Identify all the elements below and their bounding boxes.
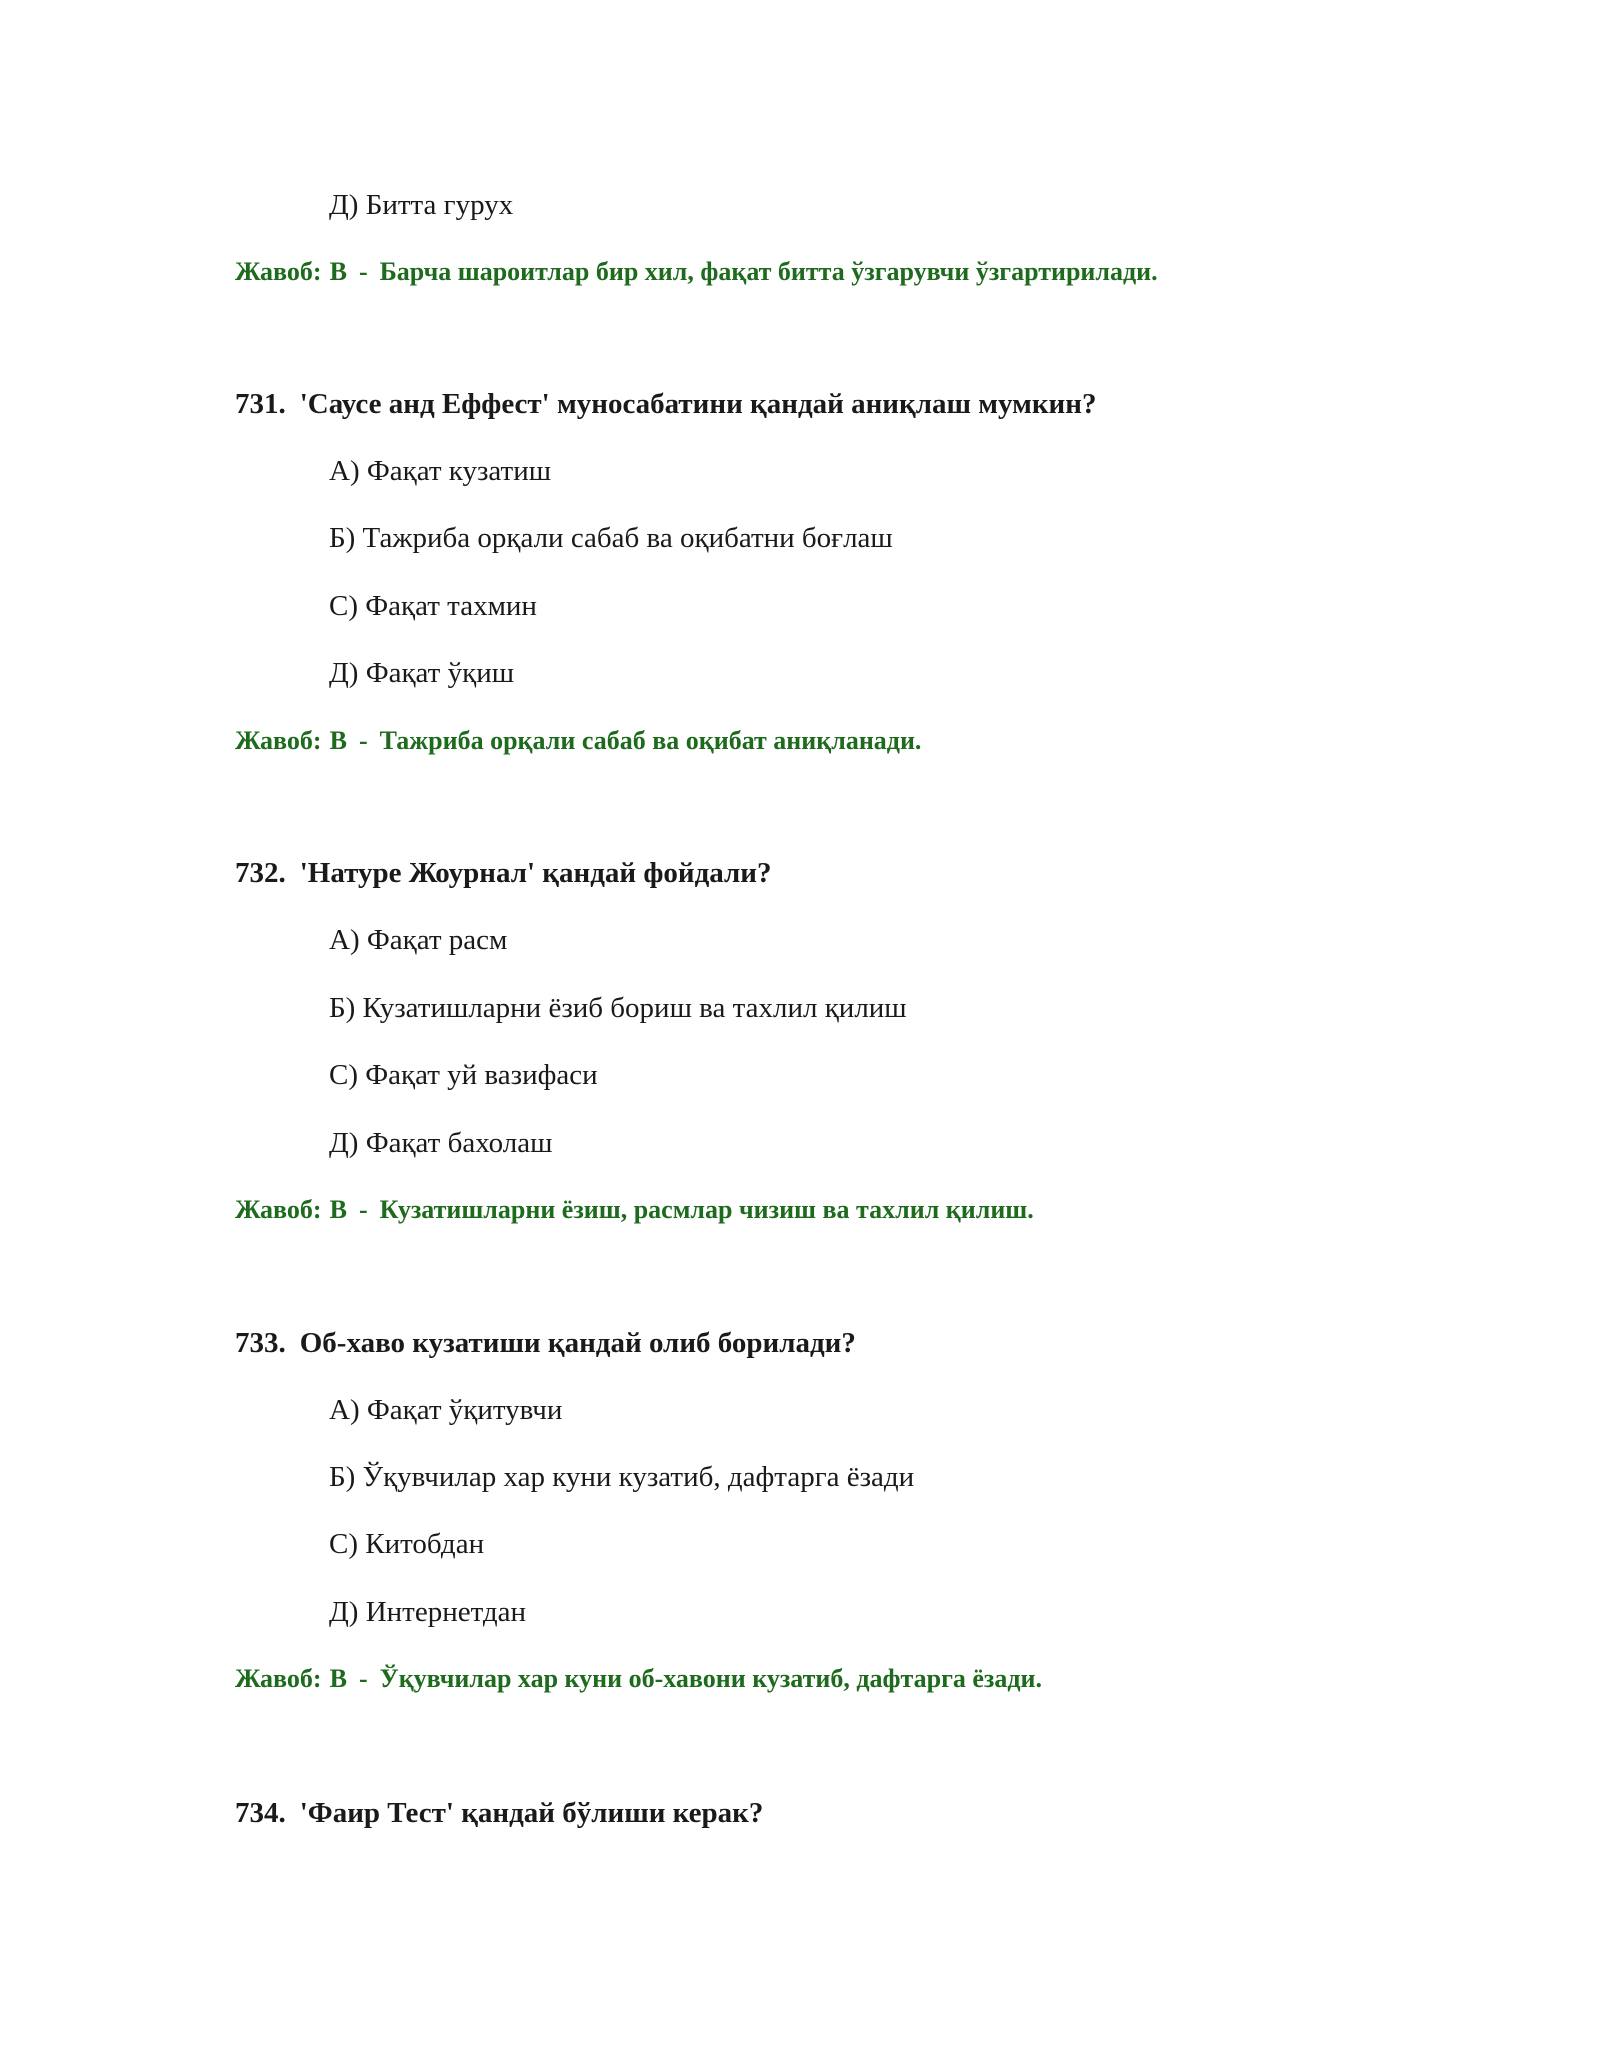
option-a: А) Фақат расм	[329, 924, 508, 956]
question-number: 732.	[235, 857, 286, 889]
answer-label: Жавоб:	[235, 1664, 322, 1693]
option-c: С) Фақат тахмин	[329, 590, 537, 622]
option-d: Д) Фақат бахолаш	[329, 1127, 553, 1159]
option-a: А) Фақат ўқитувчи	[329, 1394, 563, 1426]
answer-dash: -	[358, 257, 368, 286]
answer-line	[235, 1193, 1034, 1227]
answer-dash: -	[358, 1195, 368, 1224]
answer-letter: В	[329, 726, 347, 755]
option-c: С) Китобдан	[329, 1528, 485, 1560]
answer-label: Жавоб:	[235, 726, 322, 755]
question-number: 733.	[235, 1327, 286, 1359]
question-number: 734.	[235, 1797, 286, 1829]
answer-text: Тажриба орқали сабаб ва оқибат аниқланади.	[379, 726, 922, 755]
option-d: Д) Фақат ўқиш	[329, 657, 515, 689]
answer-label: Жавоб:	[235, 1195, 322, 1224]
option-b: Б) Тажриба орқали сабаб ва оқибатни боғлаш	[329, 522, 893, 554]
answer-label: Жавоб:	[235, 257, 322, 286]
answer-line	[235, 255, 1158, 289]
question-text: 'Фаир Тест' қандай бўлиши керак?	[299, 1797, 764, 1829]
answer-text: Ўқувчилар хар куни об-хавони кузатиб, дафтарга ёзади.	[379, 1664, 1042, 1693]
answer-dash: -	[358, 1664, 368, 1693]
answer-dash: -	[358, 726, 368, 755]
question-734	[235, 1795, 763, 1831]
option-b: Б) Кузатишларни ёзиб бориш ва тахлил қилиш	[329, 992, 907, 1024]
option-a: А) Фақат кузатиш	[329, 455, 552, 487]
answer-text: Барча шароитлар бир хил, фақат битта ўзгарувчи ўзгартирилади.	[379, 257, 1158, 286]
option-d: Д) Интернетдан	[329, 1596, 527, 1628]
answer-line	[235, 724, 921, 758]
question-733	[235, 1325, 856, 1361]
question-731	[235, 386, 1096, 422]
answer-text: Кузатишларни ёзиш, расмлар чизиш ва тахлил қилиш.	[379, 1195, 1034, 1224]
question-732	[235, 855, 772, 891]
question-text: Об-хаво кузатиши қандай олиб борилади?	[299, 1327, 856, 1359]
answer-letter: В	[329, 257, 347, 286]
question-text: 'Натуре Жоурнал' қандай фойдали?	[299, 857, 772, 889]
option-c: С) Фақат уй вазифаси	[329, 1059, 598, 1091]
question-text: 'Саусе анд Еффест' муносабатини қандай аниқлаш мумкин?	[299, 388, 1097, 420]
answer-letter: В	[329, 1664, 347, 1693]
answer-letter: В	[329, 1195, 347, 1224]
answer-line	[235, 1662, 1042, 1696]
question-number: 731.	[235, 388, 286, 420]
option-b: Б) Ўқувчилар хар куни кузатиб, дафтарга ёзади	[329, 1461, 915, 1493]
option-d: Д) Битта гурух	[329, 189, 514, 221]
